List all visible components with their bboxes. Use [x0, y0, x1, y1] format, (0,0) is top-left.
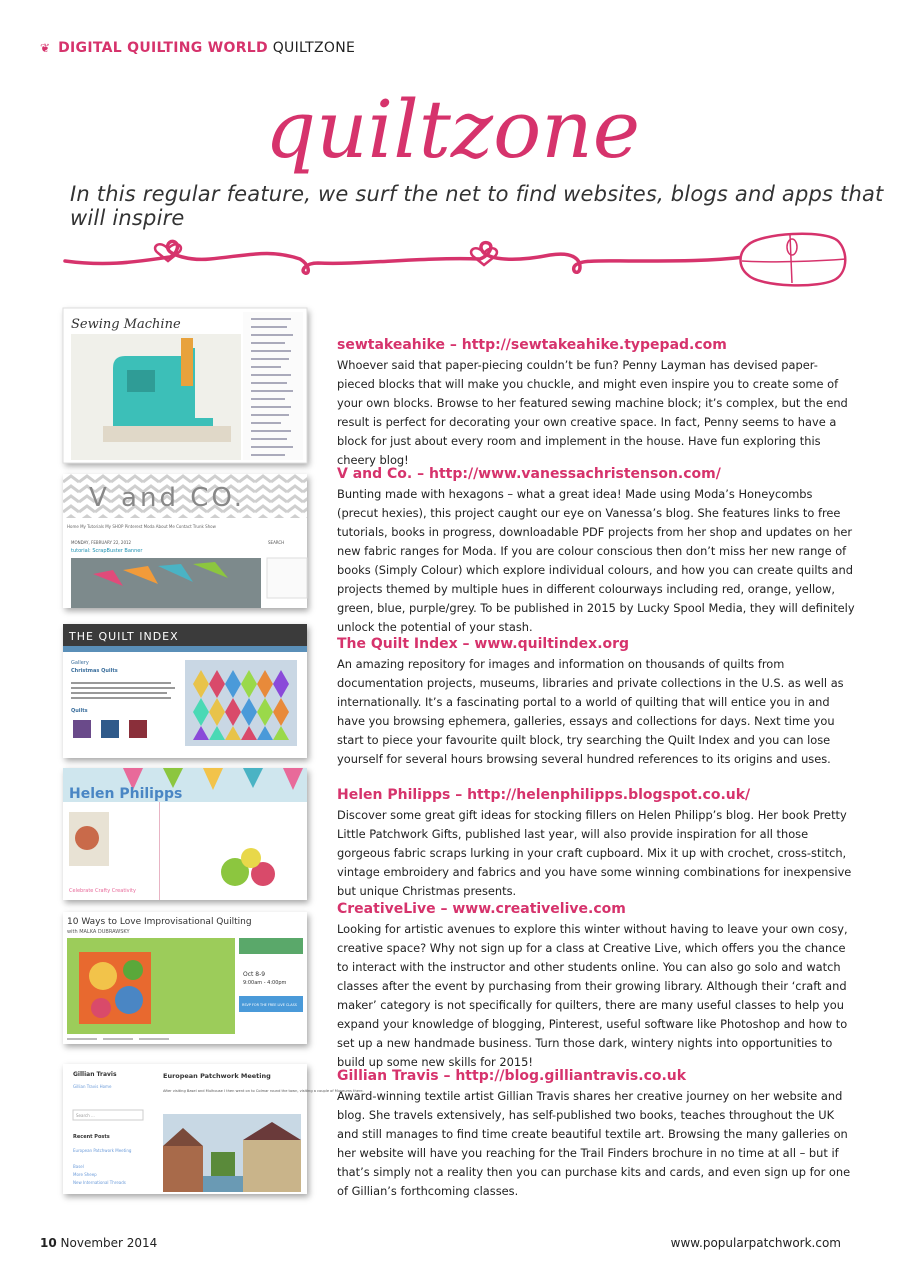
screenshot-quiltindex — [63, 624, 307, 758]
article-heading: sewtakeahike – http://sewtakeahike.typepad.com — [337, 337, 727, 353]
shot4-footer: Celebrate Crafty Creativity — [69, 888, 136, 894]
shot2-post: tutorial: ScrapBuster Banner — [71, 548, 143, 554]
shot6-search: Search ... — [76, 1113, 95, 1118]
shot3-title: THE QUILT INDEX — [69, 630, 179, 643]
article-quiltindex — [337, 636, 855, 769]
page-title: quiltzone — [264, 83, 641, 176]
footer-url: www.popularpatchwork.com — [670, 1236, 841, 1250]
article-body: Whoever said that paper-piecing couldn’t be fun? Penny Layman has devised paper-pieced blocks that will make you chuckle, and might even inspire you to create some of your own blocks. Browse to her featured sewing machine block; it’s complex, but the end result is perfect for decorating your own creative space. In fact, Penny seems to have a block for just about every room and implement in the house. Have fun exploring this cheery blog! — [337, 358, 848, 467]
shot6-post-text: After visiting Basel and Mulhouse I then went on to Colmar round the town, visiting a couple of Museums there. — [163, 1089, 364, 1093]
screenshot-helenphilipps — [63, 768, 307, 900]
article-heading: Helen Philipps – http://helenphilipps.blogspot.co.uk/ — [337, 787, 751, 803]
article-body: Bunting made with hexagons – what a great idea! Made using Moda’s Honeycombs (precut hexies), this project caught our eye on Vanessa’s blog. She features links to free tutorials, books in progress, downloadable PDF projects from her shop and updates on her new fabric ranges for Moda. If you are colour conscious then don’t miss her new range of books (Simply Colour) which explore individual colours, and how you can create quilts and projects themed by multiple hues in different colourways including red, orange, yellow, green, blue, purple/grey. To be published in 2015 by Lucky Spool Media, they will definitely unlock the potential of your stash. — [337, 487, 855, 634]
article-body: Looking for artistic avenues to explore this winter without having to leave your own cosy, creative space? Why not sign up for a class at Creative Live, which offers you the chance to interact with the instructor and other students online. You can also go solo and watch classes after the event by purchasing from their growing library. Although their ‘craft and maker’ category is not specifically for quilters, there are many useful classes to help you expand your knowledge of blogging, Pinterest, useful software like Photoshop and how to set up a new handmade business. Turn those dark, wintery nights into opportunities to build up some new skills for 2015! — [337, 922, 848, 1069]
heart-icon: ❦ — [40, 41, 51, 55]
article-heading: The Quilt Index – www.quiltindex.org — [337, 636, 630, 652]
article-helenphilipps — [337, 787, 855, 901]
article-body: Award-winning textile artist Gillian Travis shares her creative journey on her website and blog. She travels extensively, has self-published two books, teaches throughout the UK and still manages to find time create beautiful textile art. Browsing the many galleries on her website will have you reaching for the Trail Finders brochure in no time at all – but if that’s simply not a reality then you can purchase kits and cards, and even sign up for one of Gillian’s forthcoming classes. — [337, 1089, 851, 1198]
shot2-nav: Home My Tutorials My SHOP Pinterest Moda About Me Contact Trunk Show — [67, 524, 216, 529]
shot2-date: MONDAY, FEBRUARY 22, 2012 — [71, 540, 132, 545]
article-heading: CreativeLive – www.creativelive.com — [337, 901, 626, 917]
shot3-sub: Christmas Quilts — [71, 668, 118, 674]
header-brand: DIGITAL QUILTING WORLD — [58, 40, 268, 56]
shot5-author: with MALKA DUBRAWSKY — [67, 929, 130, 935]
shot6-post-0: European Patchwork Meeting — [73, 1148, 132, 1153]
shot4-title: Helen Philipps — [69, 786, 183, 802]
shot6-post-1: Basel — [73, 1164, 84, 1169]
article-body: Discover some great gift ideas for stocking fillers on Helen Philipp’s blog. Her book Pretty Little Patchwork Gifts, published last year, will also provide inspiration for all those gorgeous fabric scraps lurking in your craft cupboard. Mix it up with crochet, cross-stitch, vintage embroidery and fabrics and you have some winning combinations for inexpensive but unique Christmas presents. — [337, 808, 852, 898]
screenshot-sewtakeahike — [63, 308, 307, 463]
article-body: An amazing repository for images and information on thousands of quilts from documentation projects, museums, libraries and private collections in the U.S. as well as internationally. It’s a fascinating portal to a world of quilting that will entice you in and have you browsing ephemera, galleries, essays and collections for days. Next time you start to piece your favourite quilt block, try searching the Quilt Index and you can lose yourself for several hours browsing several hundred references to its origins and uses. — [337, 657, 844, 766]
shot5-cta: RSVP FOR THE FREE LIVE CLASS — [242, 1003, 297, 1007]
shot2-title: V and CO. — [89, 483, 246, 513]
article-creativelive — [337, 901, 855, 1072]
shot3-section: Gallery — [71, 660, 89, 666]
article-sewtakeahike — [337, 337, 855, 470]
screenshot-gilliantravis — [63, 1064, 364, 1194]
page-footer-left — [40, 1236, 157, 1250]
page-number: 10 — [40, 1236, 57, 1250]
article-gilliantravis — [337, 1068, 855, 1201]
computer-mouse-icon — [741, 234, 847, 286]
shot5-time: 9:00am - 4:00pm — [243, 980, 287, 986]
shot1-title: Sewing Machine — [71, 317, 181, 332]
article-vandco — [337, 466, 855, 637]
shot6-post-3: New International Threads — [73, 1180, 126, 1185]
header-section: QUILTZONE — [272, 40, 356, 56]
shot6-recent: Recent Posts — [73, 1134, 110, 1140]
shot3-label: Quilts — [71, 708, 88, 714]
article-heading: V and Co. – http://www.vanessachristenson.com/ — [337, 466, 721, 482]
issue-date: November 2014 — [60, 1236, 158, 1250]
shot6-title: Gillian Travis — [73, 1071, 117, 1078]
shot5-title: 10 Ways to Love Improvisational Quilting — [67, 917, 252, 927]
intro-text: In this regular feature, we surf the net to find websites, blogs and apps that will inspire — [70, 182, 884, 230]
running-header — [40, 40, 355, 56]
screenshot-creativelive — [63, 912, 307, 1044]
screenshot-vandco — [63, 474, 307, 608]
shot6-home: Gillian Travis Home — [73, 1084, 112, 1089]
article-heading: Gillian Travis – http://blog.gilliantravis.co.uk — [337, 1068, 687, 1084]
shot2-search: SEARCH — [268, 540, 285, 545]
shot5-date: Oct 8-9 — [243, 971, 266, 978]
shot6-post-2: More Sheep — [73, 1172, 97, 1177]
shot6-post-title: European Patchwork Meeting — [163, 1072, 271, 1080]
squiggle-mouse-decoration — [0, 225, 905, 295]
